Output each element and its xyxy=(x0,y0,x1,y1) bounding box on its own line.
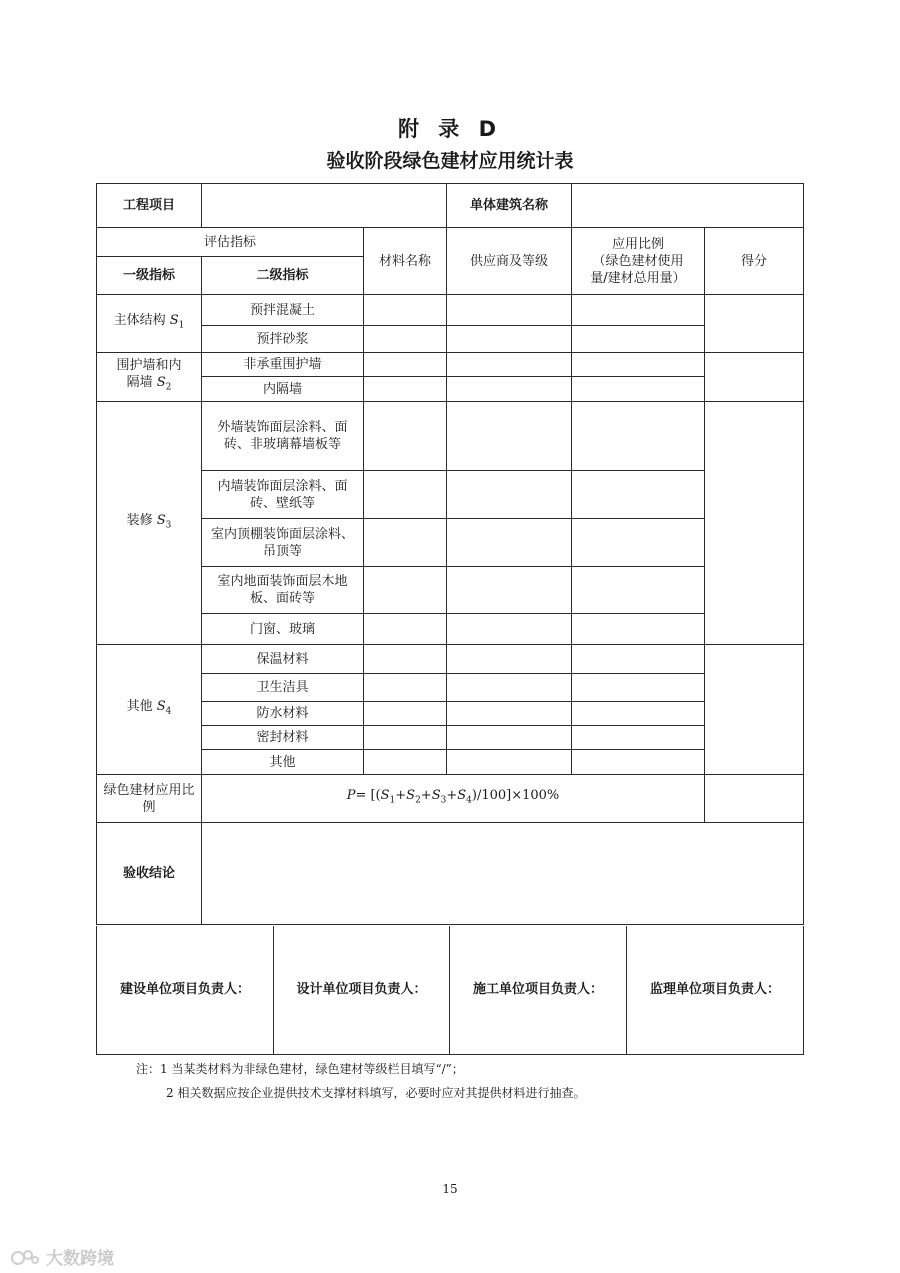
table-cell[interactable] xyxy=(364,614,447,645)
table-cell[interactable] xyxy=(572,402,705,471)
table-cell[interactable] xyxy=(447,377,572,402)
table-cell[interactable] xyxy=(364,702,447,726)
sig-builder[interactable]: 施工单位项目负责人： xyxy=(450,926,627,1054)
table-cell[interactable] xyxy=(447,674,572,702)
table-cell[interactable] xyxy=(572,353,705,377)
appendix-title: 附 录 D xyxy=(397,117,503,141)
note-1: 注：1 当某类材料为非绿色建材，绿色建材等级栏目填写“/”； xyxy=(136,1062,464,1076)
item-non-bearing-wall: 非承重围护墙 xyxy=(202,353,364,377)
table-cell[interactable] xyxy=(572,750,705,775)
table-cell[interactable] xyxy=(447,726,572,750)
conclusion-label: 验收结论 xyxy=(97,823,202,925)
item-insulation: 保温材料 xyxy=(202,645,364,674)
project-label: 工程项目 xyxy=(97,184,202,228)
table-cell[interactable] xyxy=(572,377,705,402)
sig-supervision[interactable]: 监理单位项目负责人： xyxy=(627,926,804,1054)
eval-indicator-header: 评估指标 xyxy=(97,228,364,257)
table-cell[interactable] xyxy=(447,326,572,353)
item-sealing: 密封材料 xyxy=(202,726,364,750)
table-cell[interactable] xyxy=(364,471,447,519)
sig-construction-owner[interactable]: 建设单位项目负责人： xyxy=(97,926,274,1054)
watermark-logo-icon xyxy=(10,1247,40,1267)
table-cell[interactable] xyxy=(447,353,572,377)
ratio-header-line1: 应用比例 xyxy=(611,236,664,252)
table-cell[interactable] xyxy=(364,326,447,353)
table-cell[interactable] xyxy=(572,326,705,353)
table-cell[interactable] xyxy=(572,519,705,567)
green-material-table xyxy=(96,183,804,925)
table-cell[interactable] xyxy=(572,471,705,519)
table-cell[interactable] xyxy=(364,519,447,567)
watermark-text: 大数跨境 xyxy=(46,1249,114,1269)
score-cell[interactable] xyxy=(705,353,804,402)
conclusion-value-cell[interactable] xyxy=(202,823,804,925)
level2-header: 二级指标 xyxy=(202,257,364,295)
group-decoration: 装修 $S_3$ xyxy=(97,402,202,645)
score-cell[interactable] xyxy=(705,402,804,645)
material-name-header: 材料名称 xyxy=(364,228,447,295)
item-mortar: 预拌砂浆 xyxy=(202,326,364,353)
table-cell[interactable] xyxy=(572,614,705,645)
ratio-header-line2: （绿色建材使用 xyxy=(592,253,684,269)
table-cell[interactable] xyxy=(447,750,572,775)
table-cell[interactable] xyxy=(364,645,447,674)
table-cell[interactable] xyxy=(572,567,705,614)
group-other: 其他 $S_4$ xyxy=(97,645,202,775)
watermark xyxy=(10,1244,114,1269)
notes xyxy=(136,1057,585,1105)
table-cell[interactable] xyxy=(364,567,447,614)
table-cell[interactable] xyxy=(447,567,572,614)
table-cell[interactable] xyxy=(447,402,572,471)
ratio-header-line3: 量/建材总用量） xyxy=(590,270,686,286)
level1-header: 一级指标 xyxy=(97,257,202,295)
table-cell[interactable] xyxy=(572,726,705,750)
item-ceiling-finish: 室内顶棚装饰面层涂料、吊顶等 xyxy=(202,519,364,567)
score-cell[interactable] xyxy=(705,645,804,775)
item-waterproof: 防水材料 xyxy=(202,702,364,726)
building-name-label: 单体建筑名称 xyxy=(447,184,572,228)
table-cell[interactable] xyxy=(364,377,447,402)
score-cell[interactable] xyxy=(705,295,804,353)
item-floor-finish: 室内地面装饰面层木地板、面砖等 xyxy=(202,567,364,614)
item-others: 其他 xyxy=(202,750,364,775)
item-partition: 内隔墙 xyxy=(202,377,364,402)
table-cell[interactable] xyxy=(364,750,447,775)
score-header: 得分 xyxy=(705,228,804,295)
page-number: 15 xyxy=(442,1182,458,1196)
supplier-grade-header: 供应商及等级 xyxy=(447,228,572,295)
table-cell[interactable] xyxy=(572,674,705,702)
note-2: 2 相关数据应按企业提供技术支撑材料填写，必要时应对其提供材料进行抽查。 xyxy=(166,1086,586,1100)
table-cell[interactable] xyxy=(572,295,705,326)
table-cell[interactable] xyxy=(447,519,572,567)
table-cell[interactable] xyxy=(364,726,447,750)
item-interior-finish: 内墙装饰面层涂料、面砖、壁纸等 xyxy=(202,471,364,519)
table-cell[interactable] xyxy=(447,702,572,726)
item-door-glass: 门窗、玻璃 xyxy=(202,614,364,645)
group-structure: 主体结构 $S_1$ xyxy=(97,295,202,353)
table-cell[interactable] xyxy=(572,645,705,674)
table-cell[interactable] xyxy=(572,702,705,726)
signature-table xyxy=(96,926,804,1055)
table-cell[interactable] xyxy=(447,614,572,645)
project-value-cell[interactable] xyxy=(202,184,447,228)
form-title: 验收阶段绿色建材应用统计表 xyxy=(326,150,574,172)
item-exterior-finish: 外墙装饰面层涂料、面砖、非玻璃幕墙板等 xyxy=(202,402,364,471)
green-ratio-label: 绿色建材应用比例 xyxy=(97,775,202,823)
table-cell[interactable] xyxy=(364,402,447,471)
score-cell[interactable] xyxy=(705,775,804,823)
item-concrete: 预拌混凝土 xyxy=(202,295,364,326)
table-cell[interactable] xyxy=(364,295,447,326)
group-wall: 围护墙和内 隔墙 $S_2$ xyxy=(97,353,202,402)
table-cell[interactable] xyxy=(364,353,447,377)
table-cell[interactable] xyxy=(447,471,572,519)
sig-design[interactable]: 设计单位项目负责人： xyxy=(274,926,450,1054)
table-cell[interactable] xyxy=(364,674,447,702)
table-cell[interactable] xyxy=(447,295,572,326)
item-sanitary: 卫生洁具 xyxy=(202,674,364,702)
formula: $P= [(S_1+S_2+S_3+S_4)/100]\times 100\%$ xyxy=(202,775,705,823)
table-cell[interactable] xyxy=(447,645,572,674)
ratio-header xyxy=(572,228,705,295)
building-name-value-cell[interactable] xyxy=(572,184,804,228)
